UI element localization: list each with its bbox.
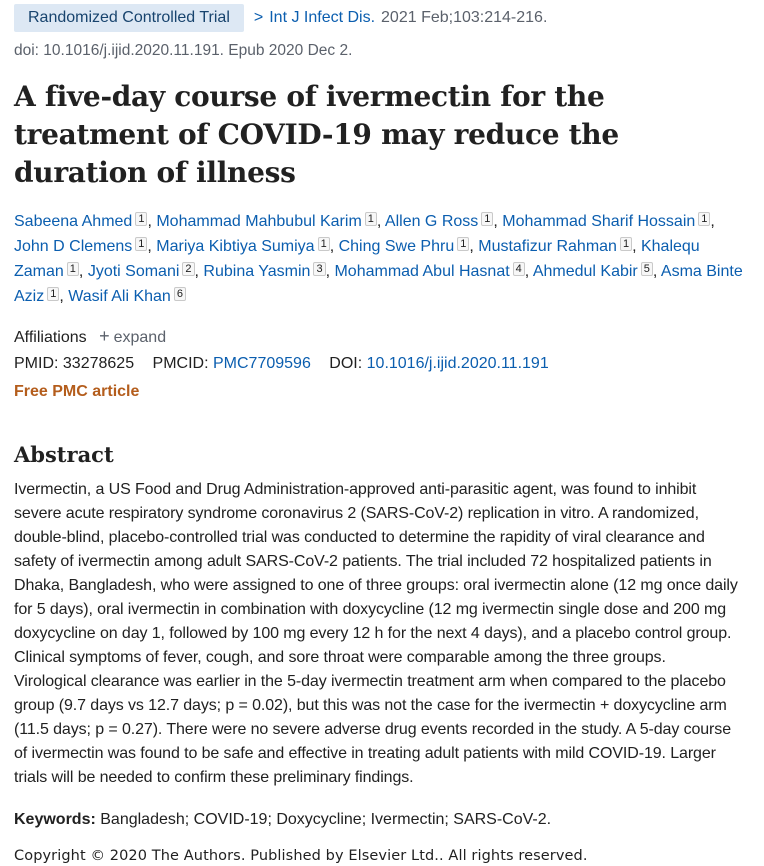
pmcid-link[interactable]: PMC7709596 [213,355,311,372]
author-list [14,210,744,310]
author-separator: , [710,213,715,230]
author-separator: , [493,213,503,230]
author-link[interactable]: Wasif Ali Khan [68,288,171,305]
pmid-value: 33278625 [62,355,135,372]
abstract-heading: Abstract [14,442,114,467]
author-separator: , [59,288,69,305]
publication-type-badge[interactable]: Randomized Controlled Trial [14,4,244,32]
affiliation-number[interactable]: 1 [620,237,632,251]
affiliation-number[interactable]: 1 [135,237,147,251]
citation-header [14,0,750,36]
author-link[interactable]: Allen G Ross [384,213,479,230]
keywords-label: Keywords: [14,811,96,828]
free-pmc-article-label: Free PMC article [14,383,140,400]
journal-name-link[interactable]: Int J Infect Dis. [269,9,376,26]
author-separator: , [78,263,88,280]
doi-label: DOI: [329,355,363,372]
author-separator: , [147,213,157,230]
doi-epub-line: doi: 10.1016/j.ijid.2020.11.191. Epub 2020 Dec 2. [14,42,353,59]
journal-citation [254,9,548,27]
affiliation-number[interactable]: 1 [67,262,79,276]
affiliation-number[interactable]: 2 [182,262,194,276]
author-separator: , [325,263,335,280]
affiliation-number[interactable]: 1 [698,212,710,226]
author-separator: , [147,238,157,255]
affiliation-number[interactable]: 1 [135,212,147,226]
affiliation-number[interactable]: 1 [457,237,469,251]
affiliation-number[interactable]: 4 [513,262,525,276]
pmid-label: PMID: [14,355,59,372]
author-link[interactable]: Mohammad Abul Hasnat [334,263,510,280]
author-separator: , [524,263,533,280]
author-separator: , [194,263,204,280]
keywords-row [14,808,750,832]
expand-label: expand [113,329,167,346]
article-title: A five-day course of ivermectin for the treatment of COVID-19 may reduce the duration of illness [14,80,619,189]
plus-icon: + [99,326,110,346]
author-link[interactable]: Mohammad Mahbubul Karim [156,213,362,230]
affiliation-number[interactable]: 1 [318,237,330,251]
author-separator: , [632,238,641,255]
author-link[interactable]: Mariya Kibtiya Sumiya [156,238,315,255]
author-link[interactable]: Mohammad Sharif Hossain [502,213,696,230]
affiliation-number[interactable]: 1 [481,212,493,226]
author-separator: , [652,263,661,280]
author-link[interactable]: Rubina Yasmin [203,263,311,280]
doi-link[interactable]: 10.1016/j.ijid.2020.11.191 [366,355,549,372]
author-link[interactable]: Khalequ Zaman [14,238,700,280]
affiliation-number[interactable]: 1 [47,287,59,301]
affiliation-number[interactable]: 1 [365,212,377,226]
affiliations-label: Affiliations [14,329,87,346]
pmcid-label: PMCID: [152,355,209,372]
abstract-text: Ivermectin, a US Food and Drug Administration-approved anti-parasitic agent, was found to inhibit severe acute respiratory syndrome coronavirus 2 (SARS-CoV-2) replication in vitro. A randomized, double-blind, placebo-controlled trial was conducted to determine the rapidity of viral clearance and safety of ivermectin among adult SARS-CoV-2 patients. The trial included 72 hospitalized patients in Dhaka, Bangladesh, who were assigned to one of three groups: oral ivermectin alone (12 mg once daily for 5 days), oral ivermectin in combination with doxycycline (12 mg ivermectin single dose and 200 mg doxycycline on day 1, followed by 100 mg every 12 h for the next 4 days), and a placebo control group. Clinical symptoms of fever, cough, and sore throat were comparable among the three groups. Virological clearance was earlier in the 5-day ivermectin treatment arm when compared to the placebo group (9.7 days vs 12.7 days; p = 0.02), but this was not the case for the ivermectin + doxycycline arm (11.5 days; p = 0.27). There were no severe adverse drug events recorded in the study. A 5-day course of ivermectin was found to be safe and effective in treating adult patients with mild COVID-19. Larger trials will be needed to confirm these preliminary findings. [14,481,738,786]
journal-date: 2021 Feb;103:214-216. [381,9,548,26]
author-link[interactable]: John D Clemens [14,238,133,255]
affiliation-number[interactable]: 6 [174,287,186,301]
affiliation-number[interactable]: 3 [313,262,325,276]
chevron-right-icon[interactable]: > [253,9,264,26]
identifiers-row [14,352,750,376]
author-separator: , [469,238,479,255]
affiliations-expand-button[interactable] [99,326,167,346]
affiliation-number[interactable]: 5 [641,262,653,276]
keywords-text: Bangladesh; COVID-19; Doxycycline; Ivermectin; SARS-CoV-2. [100,811,552,828]
author-link[interactable]: Jyoti Somani [87,263,180,280]
author-separator: , [376,213,385,230]
author-link[interactable]: Ching Swe Phru [338,238,455,255]
affiliations-row [14,324,750,350]
copyright-notice: Copyright © 2020 The Authors. Published by Elsevier Ltd.. All rights reserved. [14,848,588,864]
author-link[interactable]: Sabeena Ahmed [14,213,133,230]
author-separator: , [329,238,339,255]
author-link[interactable]: Asma Binte Aziz [14,263,743,305]
author-link[interactable]: Mustafizur Rahman [478,238,617,255]
author-link[interactable]: Ahmedul Kabir [532,263,638,280]
